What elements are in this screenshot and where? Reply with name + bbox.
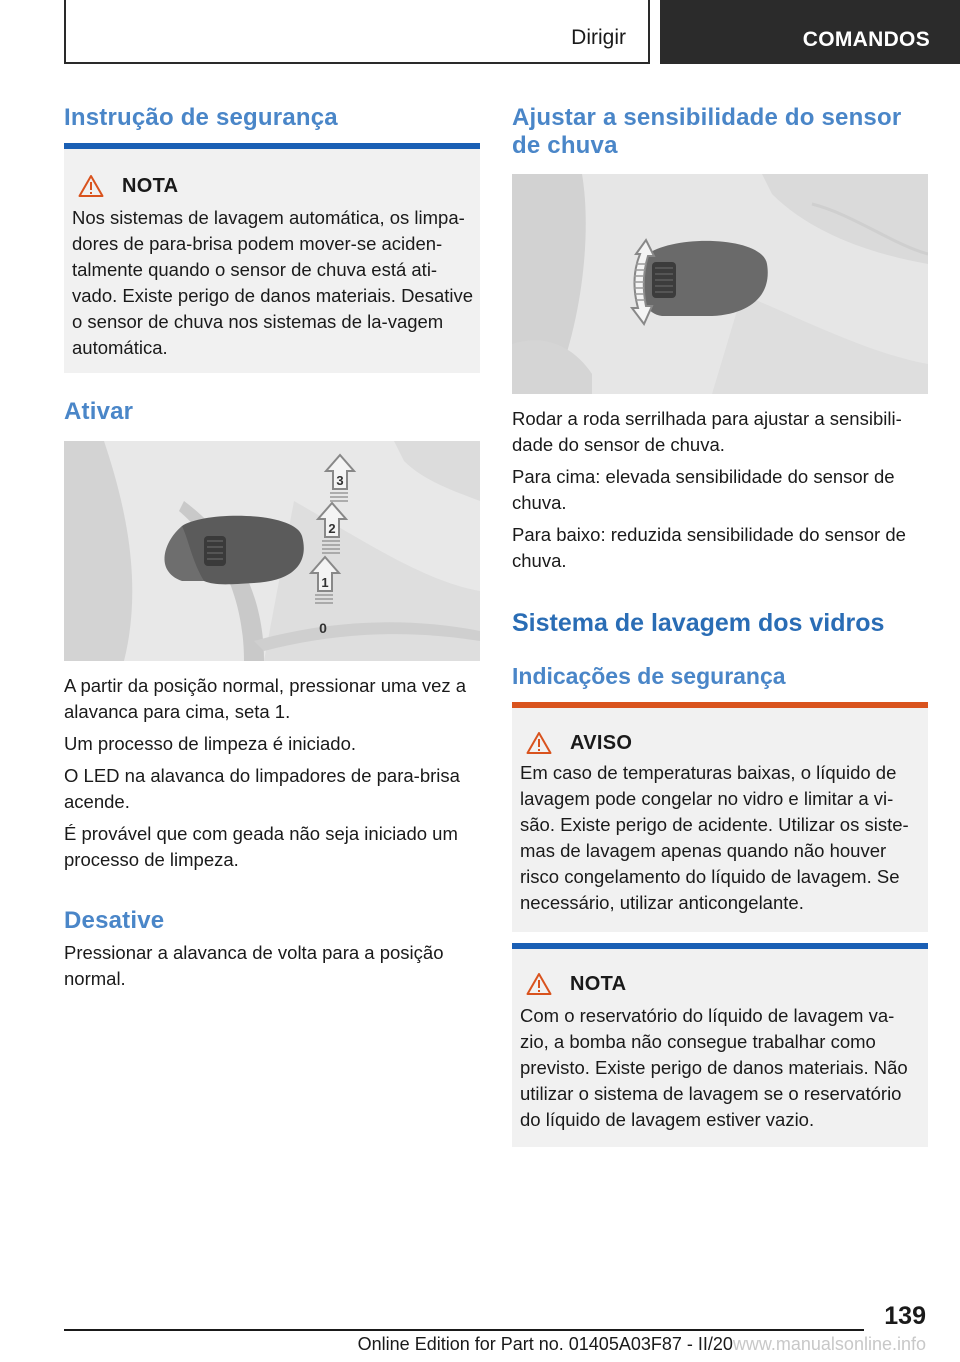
warning-triangle-icon bbox=[78, 174, 104, 198]
arrow-label-0: 0 bbox=[319, 620, 327, 636]
activate-lever-figure bbox=[64, 441, 480, 661]
activate-paragraph-3: O LED na alavanca do limpadores de para-brisa acende. bbox=[64, 765, 460, 812]
arrow-label-1: 1 bbox=[321, 575, 329, 590]
notice-header bbox=[72, 173, 178, 199]
sensitivity-paragraph-1: Rodar a roda serrilhada para ajustar a sensibili-dade do sensor de chuva. bbox=[512, 408, 902, 455]
footer-divider bbox=[64, 1329, 864, 1331]
sensitivity-wheel-figure bbox=[512, 174, 928, 394]
notice-text: Nos sistemas de lavagem automática, os limpa-dores de para-brisa podem mover-se aciden-talmente quando o sensor de chuva está ati-vado. Existe perigo de danos materiais. Desative o sensor de chuva nos sistemas de la-vagem automática. bbox=[72, 207, 474, 358]
warning-box bbox=[512, 702, 928, 932]
notice-label: AVISO bbox=[570, 731, 633, 754]
page-number: 139 bbox=[884, 1302, 926, 1330]
warning-triangle-icon bbox=[526, 972, 552, 996]
activate-paragraph-1: A partir da posição normal, pressionar uma vez a alavanca para cima, seta 1. bbox=[64, 675, 467, 722]
safety-instruction-heading: Instrução de segurança bbox=[64, 104, 338, 131]
header-section-label: Dirigir bbox=[571, 26, 626, 49]
deactivate-paragraph: Pressionar a alavanca de volta para a posição normal. bbox=[64, 942, 444, 989]
footer-edition-text: Online Edition for Part no. 01405A03F87 - II/20 bbox=[357, 1334, 733, 1354]
warning-triangle-icon bbox=[526, 731, 552, 755]
notice-header bbox=[520, 730, 632, 756]
notice-bar bbox=[512, 943, 928, 949]
activate-paragraph-4: É provável que com geada não seja iniciado um processo de limpeza. bbox=[64, 823, 458, 870]
footer-edition bbox=[358, 1334, 926, 1355]
arrow-label-2: 2 bbox=[328, 521, 336, 536]
header-section-tab bbox=[64, 0, 650, 64]
notice-text: Com o reservatório do líquido de lavagem va-zio, a bomba não consegue trabalhar como previsto. Existe perigo de danos materiais. Não utilizar o sistema de lavagem se o reservatório do líquido de lavagem estiver vazio. bbox=[520, 1005, 908, 1130]
notice-label: NOTA bbox=[122, 174, 179, 197]
note-box-1 bbox=[64, 143, 480, 373]
activate-heading: Ativar bbox=[64, 398, 134, 425]
safety-indications-heading: Indicações de segurança bbox=[512, 663, 786, 689]
notice-header bbox=[520, 971, 626, 997]
header-chapter-label: COMANDOS bbox=[802, 28, 930, 51]
note-box-2 bbox=[512, 943, 928, 1147]
notice-bar bbox=[64, 143, 480, 149]
washer-system-heading: Sistema de lavagem dos vidros bbox=[512, 609, 885, 637]
sensitivity-paragraph-3: Para baixo: reduzida sensibilidade do sensor de chuva. bbox=[512, 524, 906, 571]
sensitivity-heading: Ajustar a sensibilidade do sensor de chuva bbox=[512, 104, 902, 159]
notice-bar bbox=[512, 702, 928, 708]
notice-label: NOTA bbox=[570, 972, 627, 995]
arrow-label-3: 3 bbox=[336, 473, 344, 488]
activate-paragraph-2: Um processo de limpeza é iniciado. bbox=[64, 733, 357, 754]
footer-watermark: www.manualsonline.info bbox=[732, 1334, 926, 1354]
header-chapter-tab bbox=[660, 0, 960, 64]
deactivate-heading: Desative bbox=[64, 907, 165, 934]
sensitivity-paragraph-2: Para cima: elevada sensibilidade do sensor de chuva. bbox=[512, 466, 895, 513]
notice-text: Em caso de temperaturas baixas, o líquido de lavagem pode congelar no vidro e limitar a vi-são. Existe perigo de acidente. Utilizar os siste-mas de lavagem apenas quando não houver risco congelamento do líquido de lavagem. Se necessário, utilizar anticongelante. bbox=[520, 762, 909, 913]
